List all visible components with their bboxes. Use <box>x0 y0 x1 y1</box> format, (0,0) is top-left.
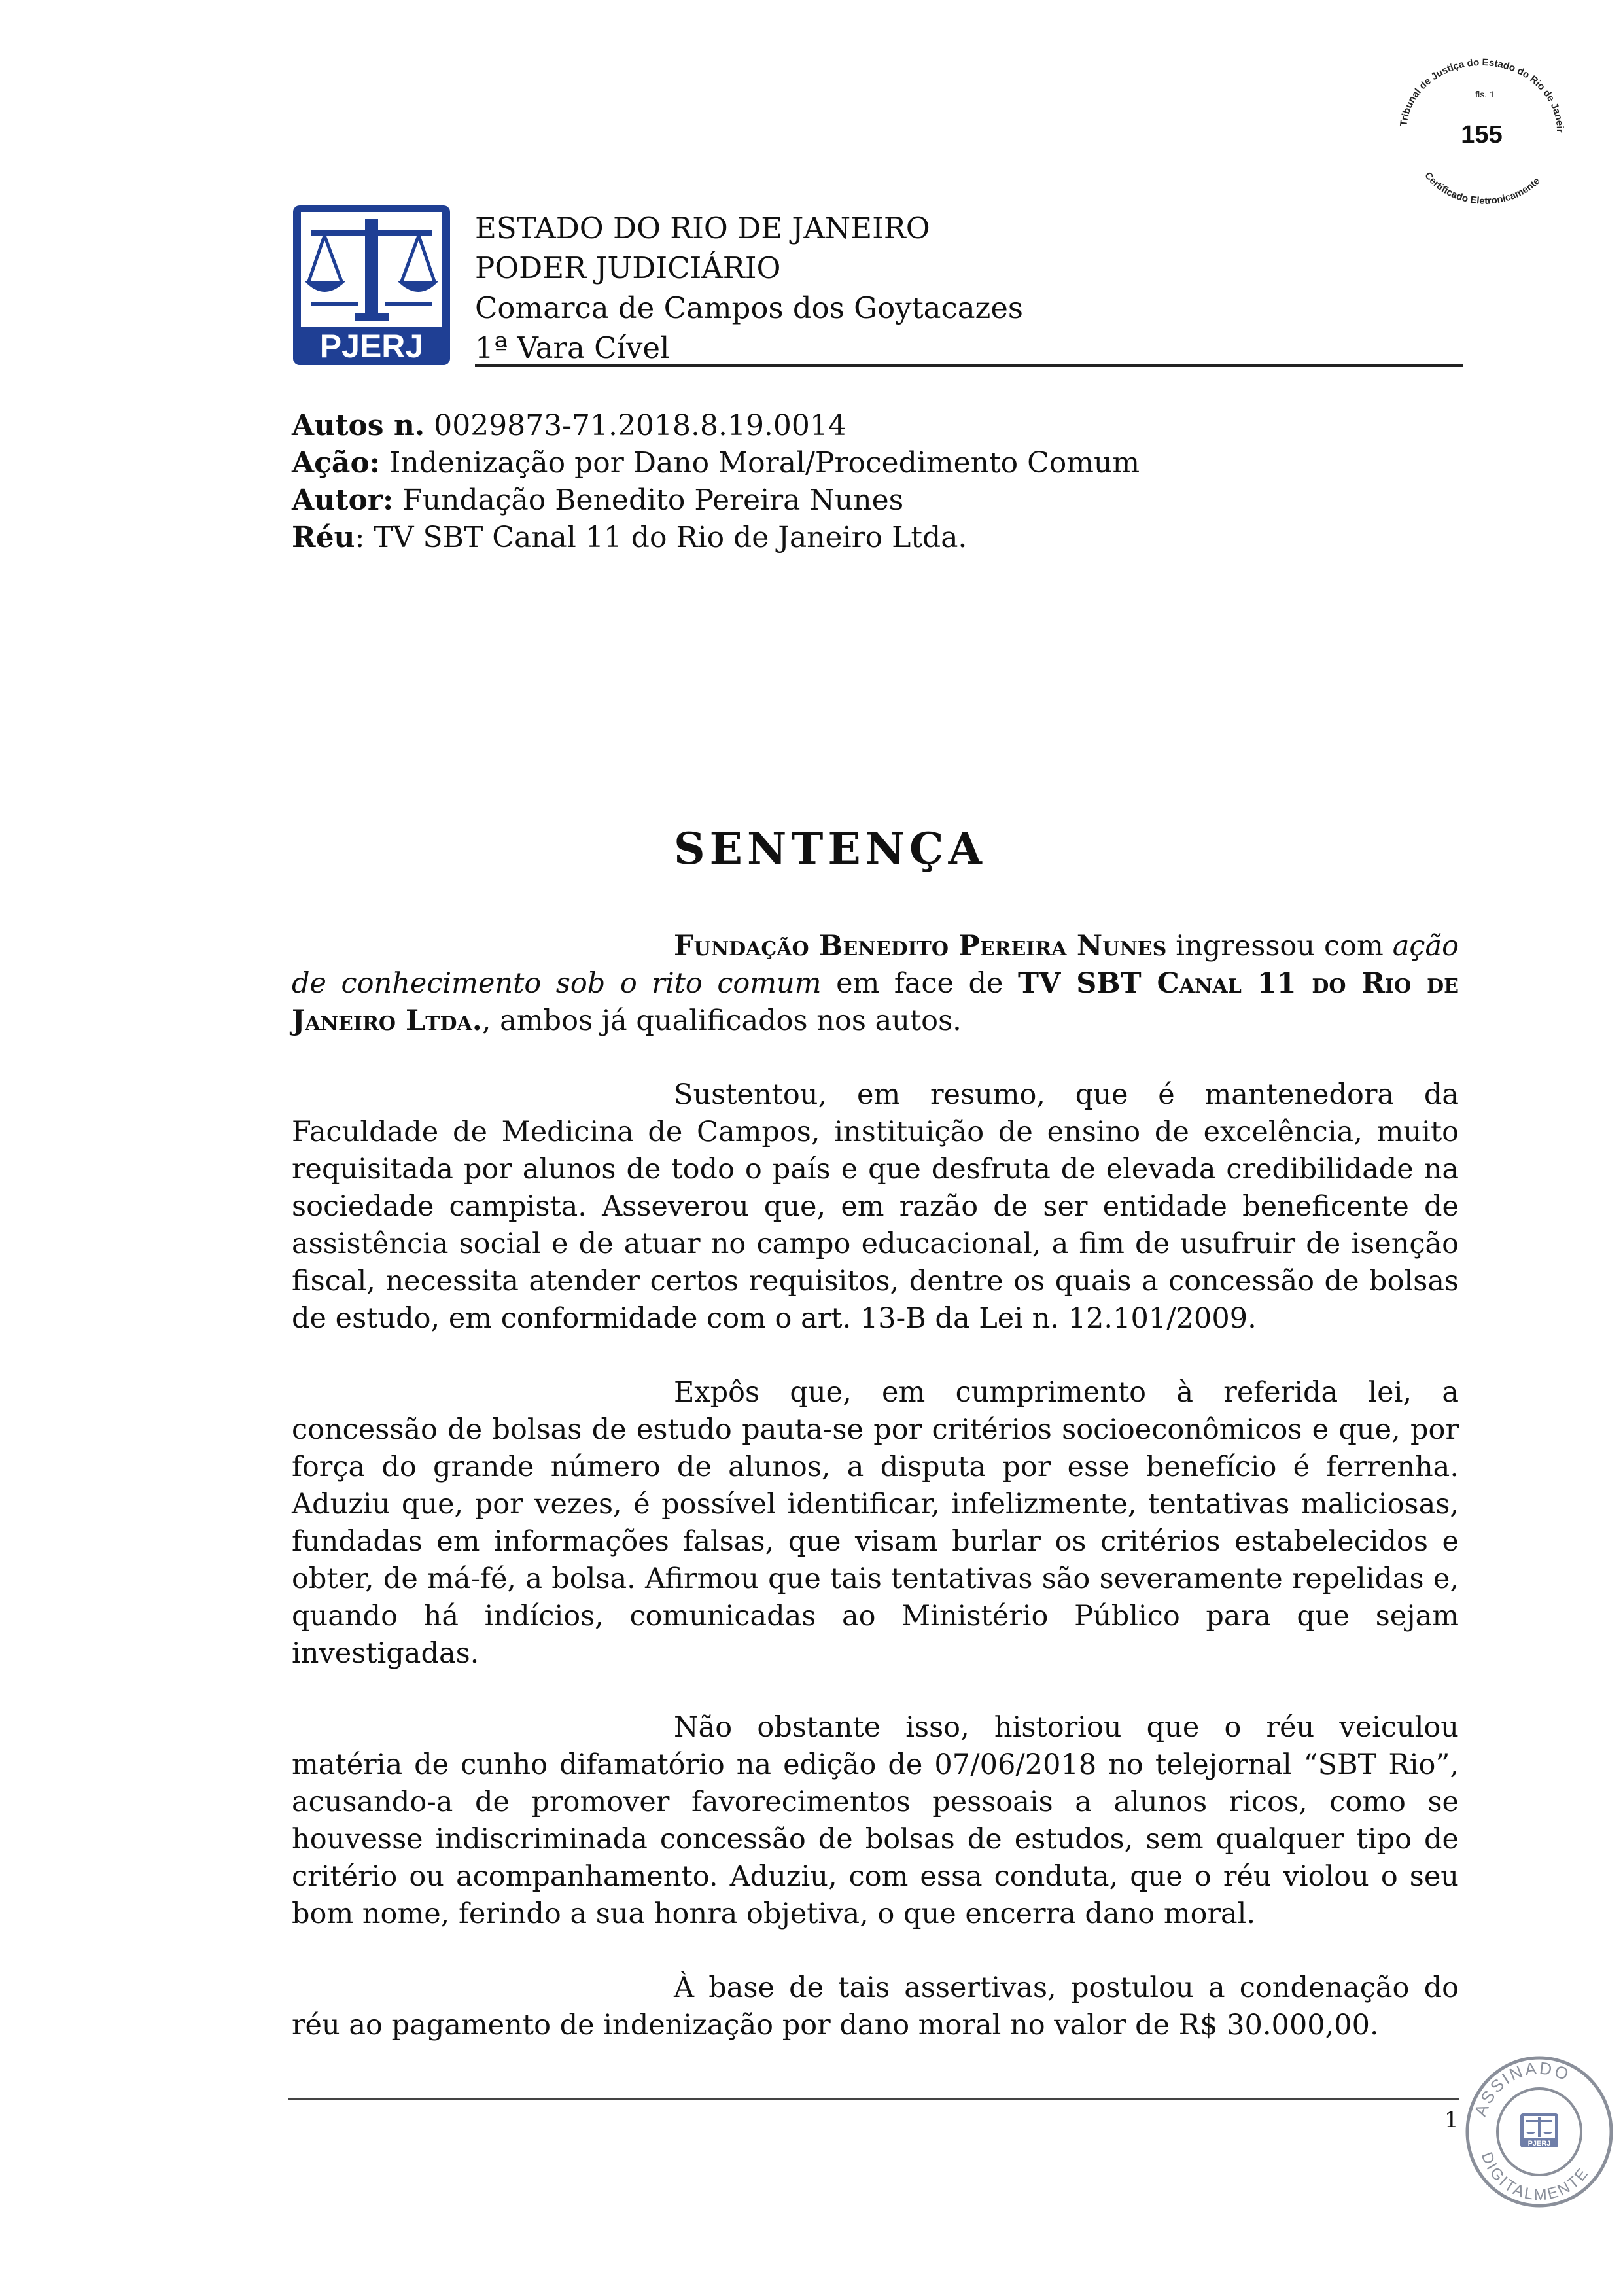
paragraph-1-italic: ação de conhecimento sob o rito comum <box>292 930 1459 1000</box>
seal-logo-text: PJERJ <box>1527 2140 1551 2147</box>
seal-top-text: ASSINADO <box>1470 2058 1574 2119</box>
plaintiff-row <box>292 482 1140 519</box>
paragraph-4: Não obstante isso, historiou que o réu veiculou matéria de cunho difamatório na edição de 07/06/2018 no telejornal “SBT Rio”, acusando-a de promover favorecimentos pessoais a alunos ricos, como se houvesse indiscriminada concessão de bolsas de estudos, sem qualquer tipo de critério ou acompanhamento. Aduziu, com essa conduta, que o réu violou o seu bom nome, ferindo a sua honra objetiva, o que encerra dano moral. <box>292 1711 1459 1930</box>
pjerj-logo <box>292 204 451 366</box>
logo-text: PJERJ <box>319 328 424 364</box>
header-branch: PODER JUDICIÁRIO <box>475 251 781 285</box>
paragraph-2: Sustentou, em resumo, que é mantenedora da Faculdade de Medicina de Campos, instituição de ensino de excelência, muito requisitada por alunos de todo o país e que desfruta de elevada credibilidade na sociedade campista. Asseverou que, em razão de ser entidade beneficente de assistência social e de atuar no campo educacional, a fim de usufruir de isenção fiscal, necessita atender certos requisitos, dentre os quais a concessão de bolsas de estudo, em conformidade com o art. 13-B da Lei n. 12.101/2009. <box>292 1078 1459 1335</box>
stamp-center-small: fls. 1 <box>1475 89 1495 99</box>
scales-of-justice-icon <box>292 204 451 366</box>
plaintiff-name: Fundação Benedito Pereira Nunes <box>674 930 1167 963</box>
paragraph-1-text-b: em face de <box>821 967 1019 1000</box>
case-number-row <box>292 407 1140 444</box>
certification-stamp <box>1380 46 1577 216</box>
stamp-page-number: 155 <box>1461 121 1503 149</box>
paragraph-1 <box>292 928 1459 1040</box>
court-header <box>475 208 1023 368</box>
paragraph-1-text-c: , ambos já qualificados nos autos. <box>481 1004 962 1037</box>
page-number: 1 <box>1444 2107 1459 2133</box>
case-number-label: Autos n. <box>292 409 425 442</box>
plaintiff-value: Fundação Benedito Pereira Nunes <box>402 484 904 517</box>
stamp-ring-top-text: Tribunal de Justiça do Estado do Rio de Janeir <box>1398 56 1566 133</box>
action-row <box>292 444 1140 482</box>
defendant-name: TV SBT Canal 11 do Rio de Janeiro Ltda. <box>292 967 1459 1037</box>
document-title: SENTENÇA <box>674 823 986 874</box>
paragraph-3: Expôs que, em cumprimento à referida lei, a concessão de bolsas de estudo pauta-se por critérios socioeconômicos e que, por força do grande número de alunos, a disputa por esse benefício é ferrenha. Aduziu que, por vezes, é possível identificar, infelizmente, tentativas maliciosas, fundadas em informações falsas, que visam burlar os critérios estabelecidos e obter, de má-fé, a bolsa. Afirmou que tais tentativas são severamente repelidas e, quando há indícios, comunicadas ao Ministério Público para que sejam investigadas. <box>292 1376 1459 1670</box>
action-label: Ação: <box>292 446 381 480</box>
header-court: 1ª Vara Cível <box>475 330 670 365</box>
seal-bottom-text: DIGITALMENTE <box>1477 2149 1593 2204</box>
defendant-row <box>292 519 1140 556</box>
case-number-value: 0029873-71.2018.8.19.0014 <box>434 409 846 442</box>
paragraph-5: À base de tais assertivas, postulou a condenação do réu ao pagamento de indenização por dano moral no valor de R$ 30.000,00. <box>292 1971 1459 2041</box>
footer-divider <box>288 2098 1459 2100</box>
action-value: Indenização por Dano Moral/Procedimento Comum <box>389 446 1140 480</box>
header-district: Comarca de Campos dos Goytacazes <box>475 291 1023 325</box>
paragraph-1-text-a: ingressou com <box>1166 930 1393 963</box>
header-state: ESTADO DO RIO DE JANEIRO <box>475 211 930 245</box>
case-info <box>292 407 1140 556</box>
header-divider <box>475 364 1463 367</box>
document-body <box>292 928 1459 2081</box>
plaintiff-label: Autor: <box>292 484 394 517</box>
defendant-label: Réu <box>292 521 355 554</box>
svg-text:Certificado Eletronicamente <box>1422 170 1542 207</box>
defendant-value: : TV SBT Canal 11 do Rio de Janeiro Ltda. <box>355 521 968 554</box>
stamp-ring-bottom-text: Certificado Eletronicamente <box>1422 169 1543 207</box>
digital-signature-seal <box>1464 2055 1614 2209</box>
signature-seal-icon <box>1464 2055 1614 2209</box>
